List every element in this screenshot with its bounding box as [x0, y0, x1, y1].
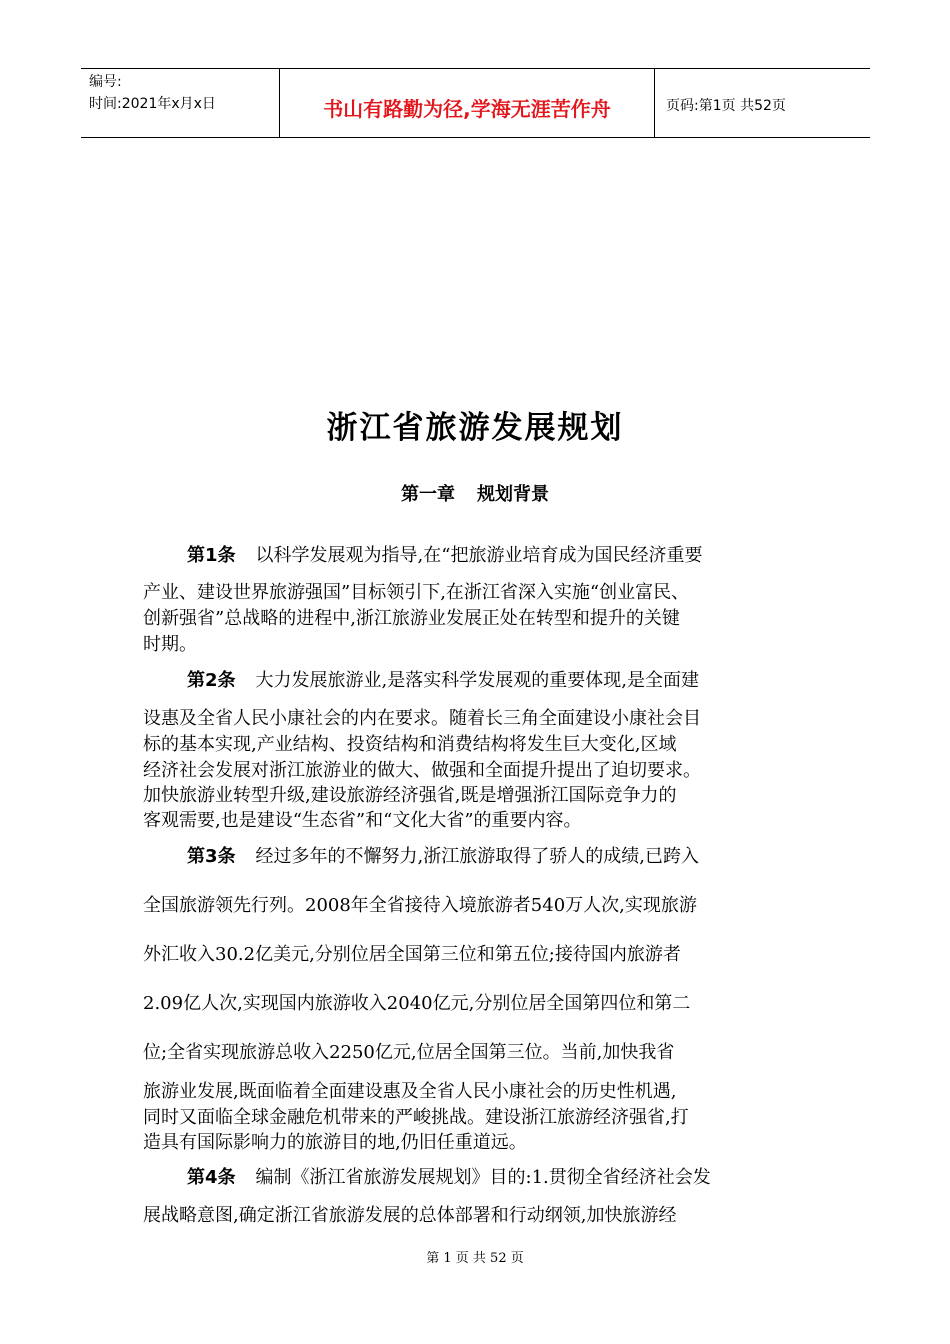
article-line: 第2条 大力发展旅游业,是落实科学发展观的重要体现,是全面建: [187, 670, 699, 691]
article-line: 产业、建设世界旅游强国”目标领引下,在浙江省深入实施“创业富民、: [143, 582, 690, 603]
article-line: 2.09亿人次,实现国内旅游收入2040亿元,分别位居全国第四位和第二: [143, 993, 691, 1014]
article-line: 客观需要,也是建设“生态省”和“文化大省”的重要内容。: [143, 810, 582, 831]
page-footer: 第 1 页 共 52 页: [426, 1251, 524, 1266]
article-line: 标的基本实现,产业结构、投资结构和消费结构将发生巨大变化,区域: [143, 734, 677, 755]
article-line: 旅游业发展,既面临着全面建设惠及全省人民小康社会的历史性机遇,: [143, 1081, 677, 1102]
document-date: 时间:2021年x月x日: [89, 96, 216, 112]
header-page-info: 页码:第1页 共52页: [666, 98, 786, 114]
document-title: 浙江省旅游发展规划: [326, 410, 624, 446]
article-label: 第3条: [187, 846, 236, 867]
article-line: 展战略意图,确定浙江省旅游发展的总体部署和行动纲领,加快旅游经: [143, 1205, 677, 1226]
article-line: 第3条 经过多年的不懈努力,浙江旅游取得了骄人的成绩,已跨入: [187, 846, 699, 867]
header-motto-cell: [279, 69, 655, 137]
article-label: 第1条: [187, 545, 236, 566]
article-line: 第1条 以科学发展观为指导,在“把旅游业培育成为国民经济重要: [187, 545, 703, 566]
chapter-heading: [0, 480, 950, 506]
article-line: 全国旅游领先行列。2008年全省接待入境旅游者540万人次,实现旅游: [143, 895, 697, 916]
article-line: 设惠及全省人民小康社会的内在要求。随着长三角全面建设小康社会目: [143, 708, 701, 729]
header-motto: 书山有路勤为径,学海无涯苦作舟: [323, 97, 611, 121]
article-line: 位;全省实现旅游总收入2250亿元,位居全国第三位。当前,加快我省: [143, 1042, 675, 1063]
article-label: 第4条: [187, 1167, 236, 1188]
article-line: 外汇收入30.2亿美元,分别位居全国第三位和第五位;接待国内旅游者: [143, 944, 681, 965]
article-line: 经济社会发展对浙江旅游业的做大、做强和全面提升提出了迫切要求。: [143, 760, 701, 781]
header-meta-cell: [81, 69, 278, 137]
article-line: 加快旅游业转型升级,建设旅游经济强省,既是增强浙江国际竞争力的: [143, 785, 677, 806]
header-page-cell: [654, 69, 870, 137]
chapter-number: 第一章: [401, 484, 455, 505]
article-line: 同时又面临全球金融危机带来的严峻挑战。建设浙江旅游经济强省,打: [143, 1107, 689, 1128]
article-line: 第4条 编制《浙江省旅游发展规划》目的:1.贯彻全省经济社会发: [187, 1167, 711, 1188]
page-header: [81, 68, 870, 138]
article-line: 时期。: [143, 634, 197, 655]
chapter-name: 规划背景: [477, 484, 549, 505]
article-label: 第2条: [187, 670, 236, 691]
article-line: 创新强省”总战略的进程中,浙江旅游业发展正处在转型和提升的关键: [143, 608, 680, 629]
article-line: 造具有国际影响力的旅游目的地,仍旧任重道远。: [143, 1132, 527, 1153]
document-number-label: 编号:: [89, 74, 122, 90]
